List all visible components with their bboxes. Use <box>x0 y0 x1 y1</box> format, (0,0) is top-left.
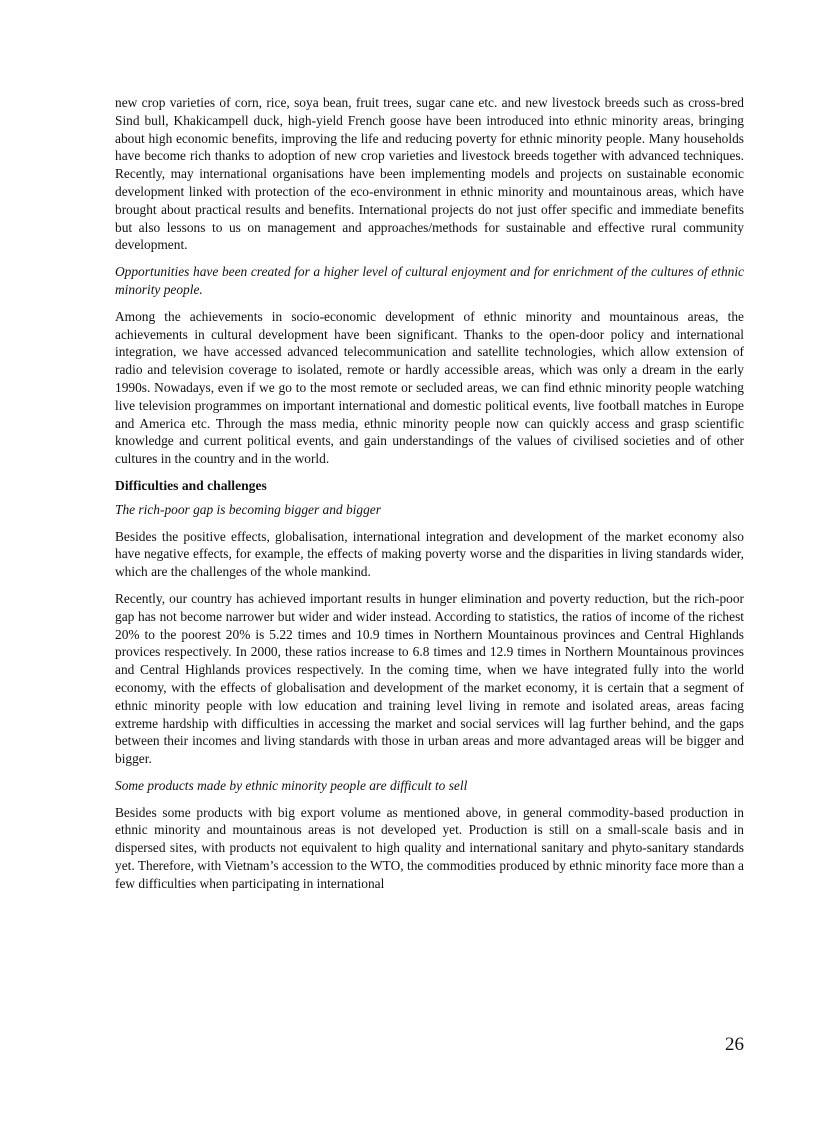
section-heading-difficulties: Difficulties and challenges <box>115 477 267 493</box>
paragraph-commodity-production: Besides some products with big export volume as mentioned above, in general commodity-based production in ethnic minority and mountainous areas is not developed yet. Production is still on a small-scale basis and in dispersed sites, with products not equivalent to high quality and international sanitary and phyto-sanitary standards yet. Therefore, with Vietnam’s accession to the WTO, the commodities produced by ethnic minority face more than a few difficulties when participating in international <box>115 804 744 891</box>
paragraph-crop-varieties: new crop varieties of corn, rice, soya bean, fruit trees, sugar cane etc. and new livestock breeds such as cross-bred Sind bull, Khakicampell duck, high-yield French goose have been introduced into ethnic minority areas, bringing about high economic benefits, improving the life and reducing poverty for ethnic minority people. Many households have become rich thanks to adoption of new crop varieties and livestock breeds together with advanced techniques. Recently, may international organisations have been implementing models and projects on sustainable economic development linked with protection of the eco-environment in ethnic minority and mountainous areas, which have brought about practical results and benefits. International projects do not just offer specific and immediate benefits but also lessons to us on management and approaches/methods for sustainable and effective rural community development. <box>115 95 744 253</box>
paragraph-negative-effects: Besides the positive effects, globalisation, international integration and development of the market economy also have negative effects, for example, the effects of making poverty worse and the disparities in living standards wider, which are the challenges of the whole mankind. <box>115 528 744 580</box>
page-number: 26 <box>725 1034 744 1055</box>
subheading-cultural-opportunities: Opportunities have been created for a higher level of cultural enjoyment and for enrichment of the cultures of ethnic minority people. <box>115 264 744 297</box>
paragraph-rich-poor-statistics: Recently, our country has achieved important results in hunger elimination and poverty reduction, but the rich-poor gap has not become narrower but wider and wider instead. According to statistics, the ratios of income of the richest 20% to the poorest 20% is 5.22 times and 10.9 times in Northern Mountainous provinces and Central Highlands provices respectively. In 2000, these ratios increase to 6.8 times and 12.9 times in Northern Mountainous provinces and Central Highlands provices respectively. In the coming time, when we have integrated fully into the world economy, with the effects of globalisation and development of the market economy, it is certain that a segment of ethnic minority people with low education and training level living in remote and isolated areas, areas facing extreme hardship with difficulties in accessing the market and social services will lag further behind, and the gaps between their incomes and living standards with those in urban areas and more advantaged areas will be bigger and bigger. <box>115 590 744 767</box>
subheading-products-difficult: Some products made by ethnic minority people are difficult to sell <box>115 777 468 793</box>
document-page <box>115 94 744 902</box>
paragraph-cultural-achievements: Among the achievements in socio-economic development of ethnic minority and mountainous areas, the achievements in cultural development have been significant. Thanks to the open-door policy and international integration, we have accessed advanced telecommunication and satellite technologies, which allow extension of radio and television coverage to isolated, remote or hardly accessible areas, which was only a dream in the early 1990s. Nowadays, even if we go to the most remote or secluded areas, we can find ethnic minority people watching live television programmes on important international and domestic political events, live football matches in Europe and America etc. Through the mass media, ethnic minority people now can quickly access and grasp scientific knowledge and current political events, and gain understandings of the values of civilised societies and of other cultures in the country and in the world. <box>115 308 744 467</box>
subheading-rich-poor-gap: The rich-poor gap is becoming bigger and bigger <box>115 501 381 517</box>
